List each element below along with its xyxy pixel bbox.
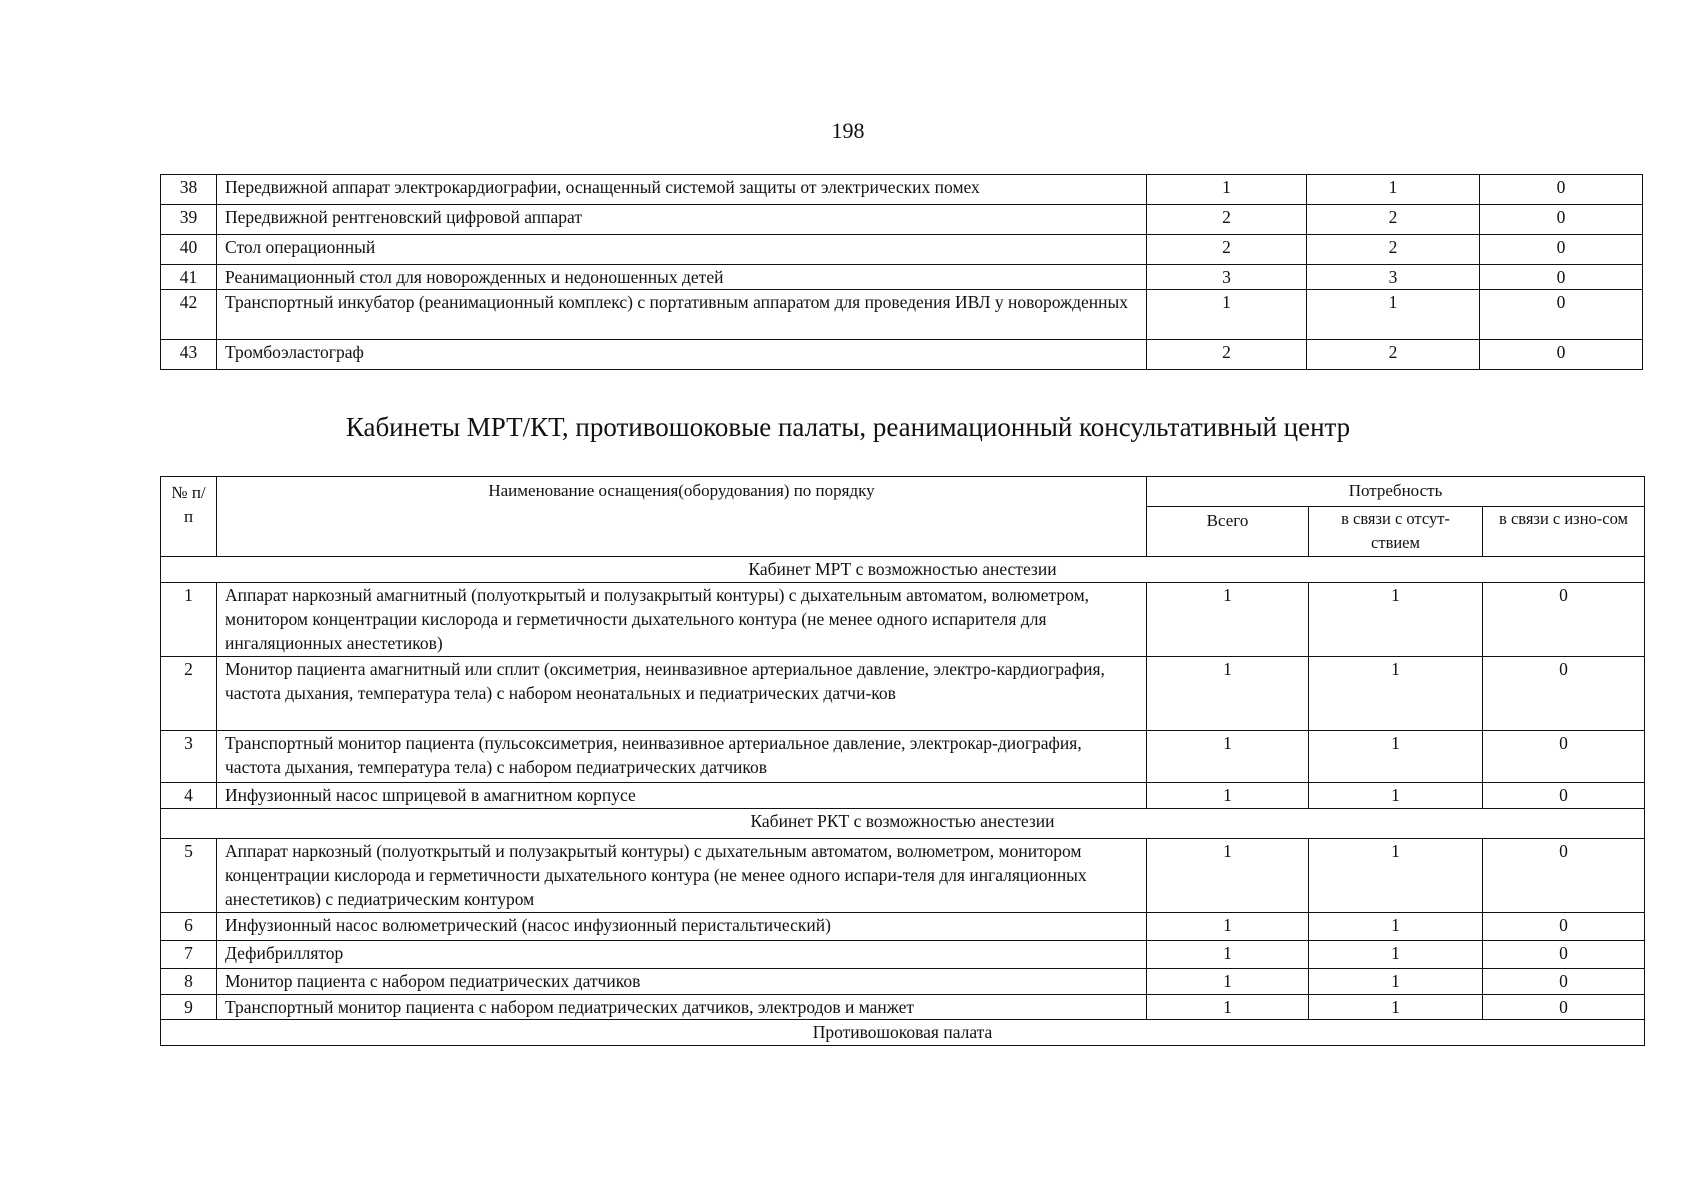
row-number: 40 <box>161 235 217 265</box>
row-number: 6 <box>161 913 217 941</box>
row-number: 2 <box>161 657 217 731</box>
table-row <box>161 995 1645 1020</box>
need-absence: 1 <box>1307 175 1480 205</box>
need-absence: 2 <box>1307 205 1480 235</box>
section-title: Кабинеты МРТ/КТ, противошоковые палаты, реанимационный консультативный центр <box>345 412 1351 442</box>
need-total: 1 <box>1147 783 1309 809</box>
column-header-absence: в связи с отсут-ствием <box>1309 507 1483 557</box>
need-wear: 0 <box>1480 235 1643 265</box>
need-absence: 1 <box>1309 913 1483 941</box>
equipment-name: Монитор пациента амагнитный или сплит (оксиметрия, неинвазивное артериальное давление, электро-кардиография, частота дыхания, температура тела) с набором неонатальных и педиатрических датчи-ков <box>217 657 1147 731</box>
need-wear: 0 <box>1483 969 1645 995</box>
need-total: 2 <box>1147 235 1307 265</box>
need-absence: 1 <box>1309 969 1483 995</box>
row-number: 5 <box>161 839 217 913</box>
row-number: 43 <box>161 340 217 370</box>
column-header-name: Наименование оснащения(оборудования) по порядку <box>217 477 1147 557</box>
equipment-name: Передвижной аппарат электрокардиографии, оснащенный системой защиты от электрических помех <box>217 175 1147 205</box>
need-wear: 0 <box>1483 783 1645 809</box>
need-wear: 0 <box>1483 657 1645 731</box>
need-total: 2 <box>1147 205 1307 235</box>
table-row <box>161 290 1643 340</box>
need-wear: 0 <box>1483 941 1645 969</box>
equipment-name: Аппарат наркозный амагнитный (полуоткрытый и полузакрытый контуры) с дыхательным автоматом, волюметром, монитором концентрации кислорода и герметичности дыхательного контура (не менее одного испарителя для ингаляционных анестетиков) <box>217 583 1147 657</box>
header-row <box>161 477 1645 507</box>
column-header-total: Всего <box>1147 507 1309 557</box>
row-number: 39 <box>161 205 217 235</box>
need-total: 2 <box>1147 340 1307 370</box>
group-title: Кабинет МРТ с возможностью анестезии <box>161 557 1645 583</box>
table-row <box>161 175 1643 205</box>
need-total: 1 <box>1147 657 1309 731</box>
need-absence: 1 <box>1309 783 1483 809</box>
equipment-name: Инфузионный насос шприцевой в амагнитном корпусе <box>217 783 1147 809</box>
need-wear: 0 <box>1483 731 1645 783</box>
row-number: 41 <box>161 265 217 290</box>
need-wear: 0 <box>1480 205 1643 235</box>
row-number: 7 <box>161 941 217 969</box>
equipment-name: Передвижной рентгеновский цифровой аппарат <box>217 205 1147 235</box>
table-row <box>161 583 1645 657</box>
column-header-need: Потребность <box>1147 477 1645 507</box>
need-absence: 1 <box>1307 290 1480 340</box>
need-wear: 0 <box>1483 583 1645 657</box>
table-row <box>161 235 1643 265</box>
need-wear: 0 <box>1480 265 1643 290</box>
need-absence: 1 <box>1309 583 1483 657</box>
need-total: 1 <box>1147 995 1309 1020</box>
row-number: 1 <box>161 583 217 657</box>
table-row <box>161 205 1643 235</box>
need-wear: 0 <box>1480 175 1643 205</box>
row-number: 38 <box>161 175 217 205</box>
need-absence: 1 <box>1309 657 1483 731</box>
table-row <box>161 265 1643 290</box>
row-number: 42 <box>161 290 217 340</box>
need-total: 1 <box>1147 969 1309 995</box>
table-row <box>161 340 1643 370</box>
need-absence: 2 <box>1307 340 1480 370</box>
table-row <box>161 839 1645 913</box>
need-wear: 0 <box>1483 839 1645 913</box>
equipment-name: Реанимационный стол для новорожденных и недоношенных детей <box>217 265 1147 290</box>
need-absence: 3 <box>1307 265 1480 290</box>
equipment-table-continued <box>160 174 1643 370</box>
column-header-number: № п/п <box>161 477 217 557</box>
equipment-name: Инфузионный насос волюметрический (насос инфузионный перистальтический) <box>217 913 1147 941</box>
row-number: 3 <box>161 731 217 783</box>
need-total: 1 <box>1147 583 1309 657</box>
row-number: 9 <box>161 995 217 1020</box>
equipment-name: Транспортный монитор пациента (пульсоксиметрия, неинвазивное артериальное давление, электрокар-диография, частота дыхания, температура тела) с набором педиатрических датчиков <box>217 731 1147 783</box>
need-absence: 1 <box>1309 839 1483 913</box>
equipment-name: Стол операционный <box>217 235 1147 265</box>
need-total: 1 <box>1147 731 1309 783</box>
equipment-name: Транспортный монитор пациента с набором педиатрических датчиков, электродов и манжет <box>217 995 1147 1020</box>
equipment-name: Транспортный инкубатор (реанимационный комплекс) с портативным аппаратом для проведения ИВЛ у новорожденных <box>217 290 1147 340</box>
column-header-wear: в связи с изно-сом <box>1483 507 1645 557</box>
need-absence: 1 <box>1309 995 1483 1020</box>
need-wear: 0 <box>1480 340 1643 370</box>
group-title: Противошоковая палата <box>161 1020 1645 1046</box>
need-total: 1 <box>1147 175 1307 205</box>
page-number: 198 <box>831 118 865 143</box>
need-absence: 2 <box>1307 235 1480 265</box>
equipment-name: Дефибриллятор <box>217 941 1147 969</box>
row-number: 8 <box>161 969 217 995</box>
need-wear: 0 <box>1480 290 1643 340</box>
group-row <box>161 557 1645 583</box>
equipment-name: Монитор пациента с набором педиатрических датчиков <box>217 969 1147 995</box>
need-total: 1 <box>1147 941 1309 969</box>
need-total: 1 <box>1147 839 1309 913</box>
need-absence: 1 <box>1309 941 1483 969</box>
need-total: 3 <box>1147 265 1307 290</box>
need-absence: 1 <box>1309 731 1483 783</box>
equipment-name: Аппарат наркозный (полуоткрытый и полузакрытый контуры) с дыхательным автоматом, волюметром, монитором концентрации кислорода и герметичности дыхательного контура (не менее одного испари-теля для ингаляционных анестетиков) с педиатрическим контуром <box>217 839 1147 913</box>
need-total: 1 <box>1147 913 1309 941</box>
equipment-name: Тромбоэластограф <box>217 340 1147 370</box>
group-title: Кабинет РКТ с возможностью анестезии <box>161 809 1645 839</box>
table-row <box>161 731 1645 783</box>
table-row <box>161 783 1645 809</box>
need-total: 1 <box>1147 290 1307 340</box>
table-row <box>161 969 1645 995</box>
table-row <box>161 913 1645 941</box>
table-row <box>161 657 1645 731</box>
group-row <box>161 809 1645 839</box>
need-wear: 0 <box>1483 995 1645 1020</box>
equipment-table <box>160 476 1645 1046</box>
group-row <box>161 1020 1645 1046</box>
table-row <box>161 941 1645 969</box>
row-number: 4 <box>161 783 217 809</box>
need-wear: 0 <box>1483 913 1645 941</box>
